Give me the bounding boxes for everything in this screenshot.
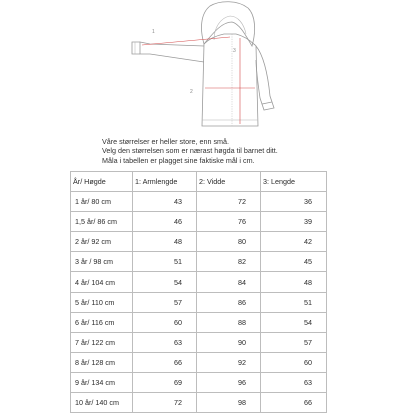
cell-age: 2 år/ 92 cm [71,232,133,252]
cell-length: 60 [261,352,327,372]
cell-length: 66 [261,393,327,413]
cell-age: 4 år/ 104 cm [71,272,133,292]
table-header-row [71,172,327,192]
cell-length: 36 [261,192,327,212]
header-length: 3: Lengde [261,172,327,192]
size-table [70,171,327,413]
cell-width: 84 [197,272,261,292]
table-row [71,252,327,272]
cell-arm-length: 54 [133,272,197,292]
table-row [71,192,327,212]
cell-length: 48 [261,272,327,292]
cell-arm-length: 46 [133,212,197,232]
intro-line-1: Våre størrelser er heller store, enn små. [102,137,230,146]
cell-arm-length: 51 [133,252,197,272]
cell-width: 92 [197,352,261,372]
cell-age: 3 år / 98 cm [71,252,133,272]
cell-arm-length: 60 [133,312,197,332]
measure-line-armlength [142,37,230,45]
table-row [71,292,327,312]
cell-length: 57 [261,332,327,352]
cell-age: 9 år/ 134 cm [71,372,133,392]
table-row [71,332,327,352]
table-row [71,393,327,413]
cell-length: 39 [261,212,327,232]
jacket-left-cuff [132,42,140,54]
cell-width: 98 [197,393,261,413]
cell-age: 1 år/ 80 cm [71,192,133,212]
jacket-left-sleeve [140,42,204,62]
cell-age: 7 år/ 122 cm [71,332,133,352]
jacket-illustration [0,0,400,130]
cell-age: 5 år/ 110 cm [71,292,133,312]
jacket-body [202,34,258,126]
intro-line-3: Måla i tabellen er plagget sine faktiske mål i cm. [102,155,255,165]
cell-arm-length: 69 [133,372,197,392]
cell-arm-length: 43 [133,192,197,212]
jacket-right-sleeve [256,46,272,104]
table-row [71,372,327,392]
table-row [71,272,327,292]
cell-arm-length: 57 [133,292,197,312]
cell-width: 96 [197,372,261,392]
table-row [71,212,327,232]
cell-age: 1,5 år/ 86 cm [71,212,133,232]
cell-length: 42 [261,232,327,252]
header-width: 2: Vidde [197,172,261,192]
cell-arm-length: 63 [133,332,197,352]
cell-width: 82 [197,252,261,272]
header-arm-length: 1: Armlengde [133,172,197,192]
cell-length: 63 [261,372,327,392]
measure-label-2: 2 [190,89,193,95]
table-row [71,232,327,252]
cell-width: 88 [197,312,261,332]
cell-width: 86 [197,292,261,312]
cell-width: 90 [197,332,261,352]
cell-length: 45 [261,252,327,272]
cell-arm-length: 66 [133,352,197,372]
cell-width: 80 [197,232,261,252]
cell-width: 72 [197,192,261,212]
cell-arm-length: 48 [133,232,197,252]
intro-line-2: Velg den størrelsen som er nærast høgda til barnet ditt. [102,146,278,156]
measure-label-3: 3 [233,48,236,54]
cell-length: 54 [261,312,327,332]
table-row [71,312,327,332]
header-age-height: År/ Høgde [71,172,133,192]
size-guide-intro [102,137,392,165]
table-row [71,352,327,372]
cell-arm-length: 72 [133,393,197,413]
measure-label-1: 1 [152,29,155,35]
cell-length: 51 [261,292,327,312]
cell-age: 6 år/ 116 cm [71,312,133,332]
cell-age: 10 år/ 140 cm [71,393,133,413]
cell-width: 76 [197,212,261,232]
cell-age: 8 år/ 128 cm [71,352,133,372]
